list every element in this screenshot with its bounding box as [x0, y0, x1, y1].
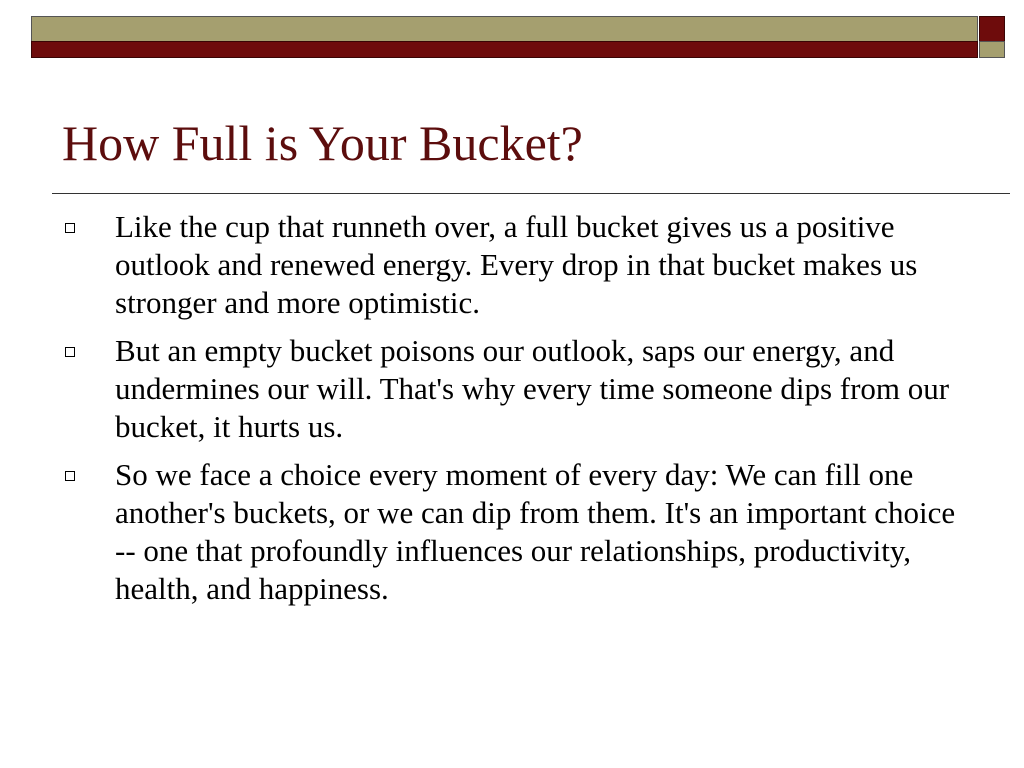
hollow-square-bullet-icon	[65, 223, 75, 233]
slide-title: How Full is Your Bucket?	[62, 115, 583, 171]
title-divider	[52, 193, 1010, 194]
hollow-square-bullet-icon	[65, 471, 75, 481]
bullet-item	[62, 456, 967, 608]
bullet-item	[62, 332, 967, 446]
bullet-text: But an empty bucket poisons our outlook, saps our energy, and undermines our will. That's why every time someone dips from our bucket, it hurts us.	[115, 333, 950, 444]
bullet-item	[62, 208, 967, 322]
header-band-maroon	[31, 41, 978, 58]
header-band-olive	[31, 16, 978, 42]
bullet-list	[62, 208, 967, 618]
header-corner-maroon	[979, 16, 1005, 42]
bullet-text: So we face a choice every moment of every day: We can fill one another's buckets, or we can dip from them. It's an important choice -- one that profoundly influences our relationships, productivity, health, and happiness.	[115, 457, 956, 606]
bullet-text: Like the cup that runneth over, a full bucket gives us a positive outlook and renewed energy. Every drop in that bucket makes us stronger and more optimistic.	[115, 209, 918, 320]
header-corner-olive	[979, 41, 1005, 58]
hollow-square-bullet-icon	[65, 347, 75, 357]
